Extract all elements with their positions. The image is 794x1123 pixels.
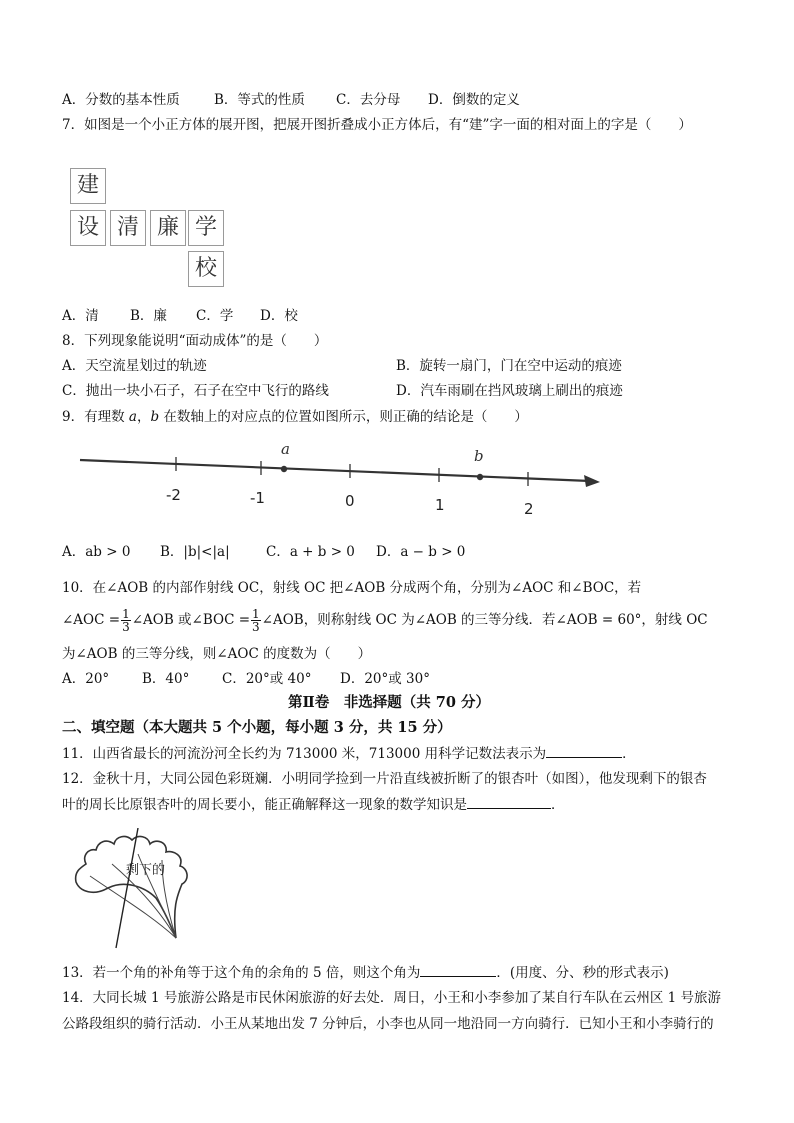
q8-option-c: C．抛出一块小石子，石子在空中飞行的路线 <box>62 383 329 399</box>
q7-option-d: D．校 <box>260 308 298 324</box>
number-line-axis <box>80 460 590 481</box>
label-1: 1 <box>435 496 445 514</box>
net-cell-lian: 廉 <box>150 210 186 246</box>
q9-option-c: C．a + b > 0 <box>266 544 355 560</box>
q10-line3: 为∠AOB 的三等分线，则∠AOC 的度数为（ ） <box>62 646 372 662</box>
fraction-one-third: $\frac{1}{3}$ <box>252 607 260 634</box>
q10-option-c: C．20°或 40° <box>222 671 312 687</box>
q7-option-a: A．清 <box>62 308 99 324</box>
q12-answer-blank[interactable] <box>467 796 551 809</box>
net-cell-xue: 学 <box>188 210 224 246</box>
point-b <box>477 474 483 480</box>
label-minus-2: -2 <box>166 486 181 504</box>
q7-option-b: B．廉 <box>130 308 167 324</box>
label-0: 0 <box>345 492 355 510</box>
q8-option-d: D．汽车雨刷在挡风玻璃上刷出的痕迹 <box>396 383 623 399</box>
net-cell-jian: 建 <box>70 168 106 204</box>
leaf-label: 剩下的 <box>126 863 166 878</box>
q6-option-b: B．等式的性质 <box>214 92 305 108</box>
q10-option-b: B．40° <box>142 671 190 687</box>
q12-line2: 叶的周长比原银杏叶的周长要小，能正确解释这一现象的数学知识是 ． <box>62 797 565 813</box>
q10-option-d: D．20°或 30° <box>340 671 430 687</box>
section2-title: 二、填空题（本大题共 5 个小题，每小题 3 分，共 15 分） <box>62 719 452 736</box>
q10-line1: 10．在∠AOB 的内部作射线 OC，射线 OC 把∠AOB 分成两个角，分别为∠AOC 和∠BOC，若 <box>62 580 642 596</box>
q13-answer-blank[interactable] <box>420 964 496 977</box>
number-line-arrow <box>584 475 600 487</box>
label-2: 2 <box>524 500 534 518</box>
label-minus-1: -1 <box>250 489 265 507</box>
q13: 13．若一个角的补角等于这个角的余角的 5 倍，则这个角为 ．(用度、分、秒的形式表示) <box>62 965 669 981</box>
q7-stem: 7．如图是一个小正方体的展开图，把展开图折叠成小正方体后，有“建”字一面的相对面上的字是（ ） <box>62 117 692 133</box>
leaf-outline <box>76 837 187 938</box>
q7-option-c: C．学 <box>196 308 234 324</box>
q9-stem: 9．有理数 a，b 在数轴上的对应点的位置如图所示，则正确的结论是（ ） <box>62 409 528 425</box>
q14-line2: 公路段组织的骑行活动．小王从某地出发 7 分钟后，小李也从同一地沿同一方向骑行．已知小王和小李骑行的 <box>62 1016 714 1032</box>
q8-stem: 8．下列现象能说明“面动成体”的是（ ） <box>62 333 328 349</box>
q9-option-d: D．a − b > 0 <box>376 544 466 560</box>
net-cell-she: 设 <box>70 210 106 246</box>
q11-answer-blank[interactable] <box>546 745 622 758</box>
point-a <box>281 466 287 472</box>
q9-option-b: B．|b|<|a| <box>160 544 230 560</box>
q8-option-a: A．天空流星划过的轨迹 <box>62 358 207 374</box>
point-a-label: a <box>281 440 290 458</box>
point-b-label: b <box>474 447 484 465</box>
q6-option-a: A．分数的基本性质 <box>62 92 180 108</box>
q10-option-a: A．20° <box>62 671 110 687</box>
q8-option-b: B．旋转一扇门，门在空中运动的痕迹 <box>396 358 622 374</box>
number-line-figure <box>70 438 610 528</box>
fraction-one-third: $\frac{1}{3}$ <box>122 607 130 634</box>
part2-title: 第Ⅱ卷 非选择题（共 70 分） <box>288 694 490 711</box>
q10-line2: ∠AOC = $\frac{1}{3}$ ∠AOB 或∠BOC = $\frac{1}{3}$ ∠AOB，则称射线 OC 为∠AOB 的三等分线．若∠AOB = 60°，射线 OC <box>62 607 708 634</box>
q9-option-a: A．ab > 0 <box>62 544 131 560</box>
net-cell-qing: 清 <box>110 210 146 246</box>
q6-option-d: D．倒数的定义 <box>428 92 520 108</box>
net-cell-xiao: 校 <box>188 251 224 287</box>
q6-option-c: C．去分母 <box>336 92 401 108</box>
q11: 11．山西省最长的河流汾河全长约为 713000 米，713000 用科学记数法表示为 ． <box>62 746 636 762</box>
q12-line1: 12．金秋十月，大同公园色彩斑斓．小明同学捡到一片沿直线被折断了的银杏叶（如图），他发现剩下的银杏 <box>62 771 707 787</box>
q14-line1: 14．大同长城 1 号旅游公路是市民休闲旅游的好去处．周日，小王和小李参加了某自行车队在云州区 1 号旅游 <box>62 990 722 1006</box>
fold-line <box>116 828 138 948</box>
ginkgo-leaf-figure <box>72 828 202 950</box>
